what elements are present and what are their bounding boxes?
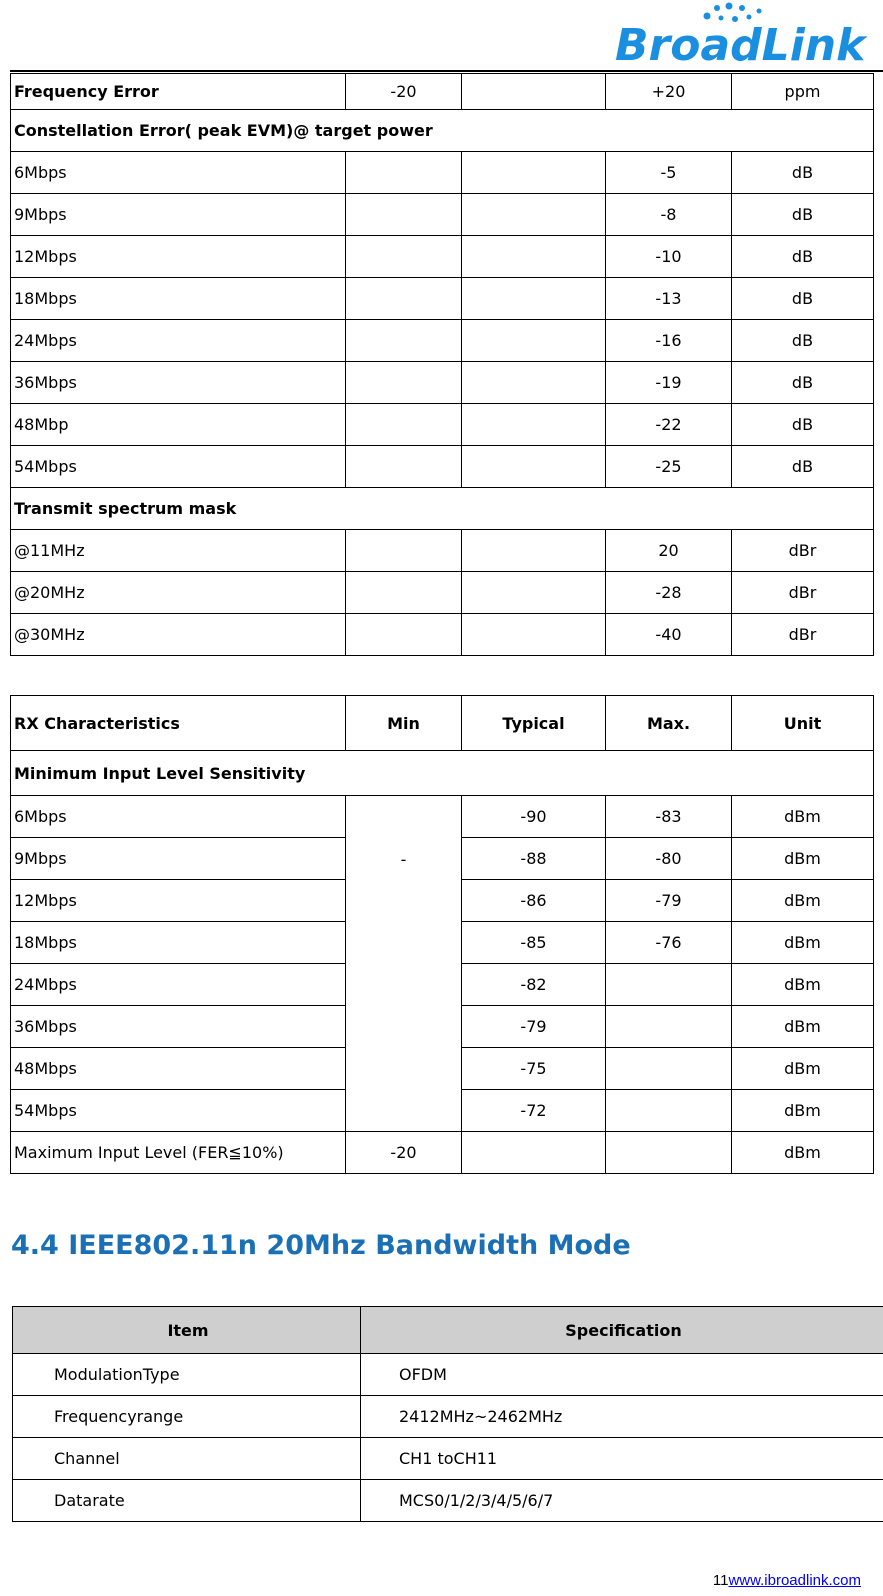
rx-cell-typical: -86 [462,880,606,922]
tx-cell-typical [462,530,606,572]
tx-row-label: 54Mbps [11,446,346,488]
tx-cell-max: +20 [606,74,732,110]
tx-cell-typical [462,74,606,110]
spec-item: Channel [13,1438,361,1480]
tx-cell-unit: dB [732,362,874,404]
tx-row-label: 18Mbps [11,278,346,320]
tx-cell-max: -10 [606,236,732,278]
tx-cell-unit: dB [732,320,874,362]
tx-cell-unit: dBr [732,614,874,656]
tx-row [11,320,874,362]
tx-cell-typical [462,572,606,614]
rx-cell-unit: dBm [732,796,874,838]
tx-cell-typical [462,614,606,656]
tx-cell-min [346,572,462,614]
tx-cell-min [346,320,462,362]
tx-row [11,152,874,194]
rx-cell-unit: dBm [732,880,874,922]
logo-text: BroadLink [615,20,866,68]
spec-row [13,1480,883,1522]
tx-row [11,614,874,656]
rx-characteristics-table [10,695,874,1174]
tx-cell-unit: dB [732,236,874,278]
tx-cell-typical [462,320,606,362]
rx-cell-unit: dBm [732,1090,874,1132]
tx-cell-min [346,152,462,194]
spec-item: Frequencyrange [13,1396,361,1438]
tx-cell-max: -28 [606,572,732,614]
rx-cell-unit: dBm [732,964,874,1006]
rx-cell-max [606,964,732,1006]
tx-cell-max: -5 [606,152,732,194]
tx-row [11,278,874,320]
tx-cell-unit: dBr [732,530,874,572]
rx-row-label: 36Mbps [11,1006,346,1048]
tx-row-label: Frequency Error [11,74,346,110]
rx-cell-max: -83 [606,796,732,838]
tx-cell-max: -40 [606,614,732,656]
spec-row [13,1438,883,1480]
rx-row-label: 12Mbps [11,880,346,922]
rx-cell-max [606,1048,732,1090]
rx-cell-max: -76 [606,922,732,964]
tx-row-label: 24Mbps [11,320,346,362]
tx-cell-min [346,446,462,488]
tx-cell-max: -8 [606,194,732,236]
tx-cell-typical [462,362,606,404]
rx-cell-typical: -90 [462,796,606,838]
rx-row-label: 18Mbps [11,922,346,964]
rx-header-item: RX Characteristics [11,696,346,751]
tx-row [11,362,874,404]
tx-row-label: 12Mbps [11,236,346,278]
tx-cell-max: -13 [606,278,732,320]
rx-cell-unit: dBm [732,922,874,964]
rx-section-label: Minimum Input Level Sensitivity [11,751,874,796]
rx-header-min: Min [346,696,462,751]
rx-row-label: 54Mbps [11,1090,346,1132]
tx-cell-max: -19 [606,362,732,404]
spec-item: Datarate [13,1480,361,1522]
rx-cell-typical: -82 [462,964,606,1006]
tx-cell-unit: dB [732,152,874,194]
spec-row [13,1354,883,1396]
rx-cell-max [606,1090,732,1132]
rx-row [11,796,874,838]
tx-row [11,572,874,614]
tx-section-row [11,110,874,152]
tx-row-label: @20MHz [11,572,346,614]
tx-cell-unit: dB [732,446,874,488]
tx-cell-typical [462,194,606,236]
rx-cell-typical: -79 [462,1006,606,1048]
tx-row [11,446,874,488]
spec-value: CH1 toCH11 [361,1438,883,1480]
tx-cell-unit: dB [732,278,874,320]
tx-cell-unit: dB [732,404,874,446]
tx-section-label: Constellation Error( peak EVM)@ target power [11,110,874,152]
tx-cell-typical [462,446,606,488]
rx-header-row [11,696,874,751]
rx-section-row [11,751,874,796]
tx-characteristics-table [10,73,874,656]
rx-max-input-min: -20 [346,1132,462,1174]
spec-header-spec: Specification [361,1307,883,1354]
rx-cell-typical: -75 [462,1048,606,1090]
rx-cell-unit: dBm [732,838,874,880]
tx-cell-min [346,614,462,656]
tx-row-label: 48Mbp [11,404,346,446]
tx-cell-min: -20 [346,74,462,110]
tx-cell-max: 20 [606,530,732,572]
section-title: 4.4 IEEE802.11n 20Mhz Bandwidth Mode [11,1230,631,1261]
spec-value: MCS0/1/2/3/4/5/6/7 [361,1480,883,1522]
tx-cell-unit: ppm [732,74,874,110]
tx-row [11,236,874,278]
tx-cell-max: -22 [606,404,732,446]
rx-max-input-row [11,1132,874,1174]
tx-cell-max: -25 [606,446,732,488]
rx-cell-typical: -72 [462,1090,606,1132]
page-number: 11 [712,1572,729,1589]
tx-row-label: @30MHz [11,614,346,656]
rx-row-label: 6Mbps [11,796,346,838]
tx-row-label: 6Mbps [11,152,346,194]
rx-cell-unit: dBm [732,1006,874,1048]
tx-cell-typical [462,152,606,194]
rx-cell-max: -79 [606,880,732,922]
rx-min-merged: - [346,796,462,1132]
rx-header-unit: Unit [732,696,874,751]
rx-cell-typical: -88 [462,838,606,880]
rx-header-max: Max. [606,696,732,751]
rx-max-input-label: Maximum Input Level (FER≦10%) [11,1132,346,1174]
spec-value: 2412MHz~2462MHz [361,1396,883,1438]
tx-row-label: 36Mbps [11,362,346,404]
page-footer [713,1572,861,1589]
tx-cell-min [346,530,462,572]
tx-cell-min [346,278,462,320]
tx-row [11,74,874,110]
tx-cell-unit: dB [732,194,874,236]
tx-cell-min [346,404,462,446]
tx-cell-min [346,194,462,236]
rx-row-label: 24Mbps [11,964,346,1006]
tx-cell-unit: dBr [732,572,874,614]
header-rule [10,70,883,72]
rx-max-input-max [606,1132,732,1174]
tx-section-label: Transmit spectrum mask [11,488,874,530]
rx-header-typical: Typical [462,696,606,751]
tx-cell-typical [462,236,606,278]
spec-item: ModulationType [13,1354,361,1396]
spec-header-item: Item [13,1307,361,1354]
tx-row [11,530,874,572]
spec-table [12,1306,883,1522]
tx-row [11,194,874,236]
tx-row-label: @11MHz [11,530,346,572]
rx-cell-unit: dBm [732,1048,874,1090]
tx-cell-typical [462,278,606,320]
spec-value: OFDM [361,1354,883,1396]
tx-row [11,404,874,446]
website-link[interactable]: www.ibroadlink.com [728,1572,861,1589]
tx-row-label: 9Mbps [11,194,346,236]
rx-cell-max [606,1006,732,1048]
broadlink-logo [611,2,871,68]
rx-cell-max: -80 [606,838,732,880]
rx-row-label: 9Mbps [11,838,346,880]
tx-section-row [11,488,874,530]
tx-cell-min [346,362,462,404]
rx-row-label: 48Mbps [11,1048,346,1090]
rx-max-input-unit: dBm [732,1132,874,1174]
rx-cell-typical: -85 [462,922,606,964]
spec-row [13,1396,883,1438]
rx-max-input-typical [462,1132,606,1174]
tx-cell-max: -16 [606,320,732,362]
spec-header-row [13,1307,883,1354]
tx-cell-min [346,236,462,278]
tx-cell-typical [462,404,606,446]
